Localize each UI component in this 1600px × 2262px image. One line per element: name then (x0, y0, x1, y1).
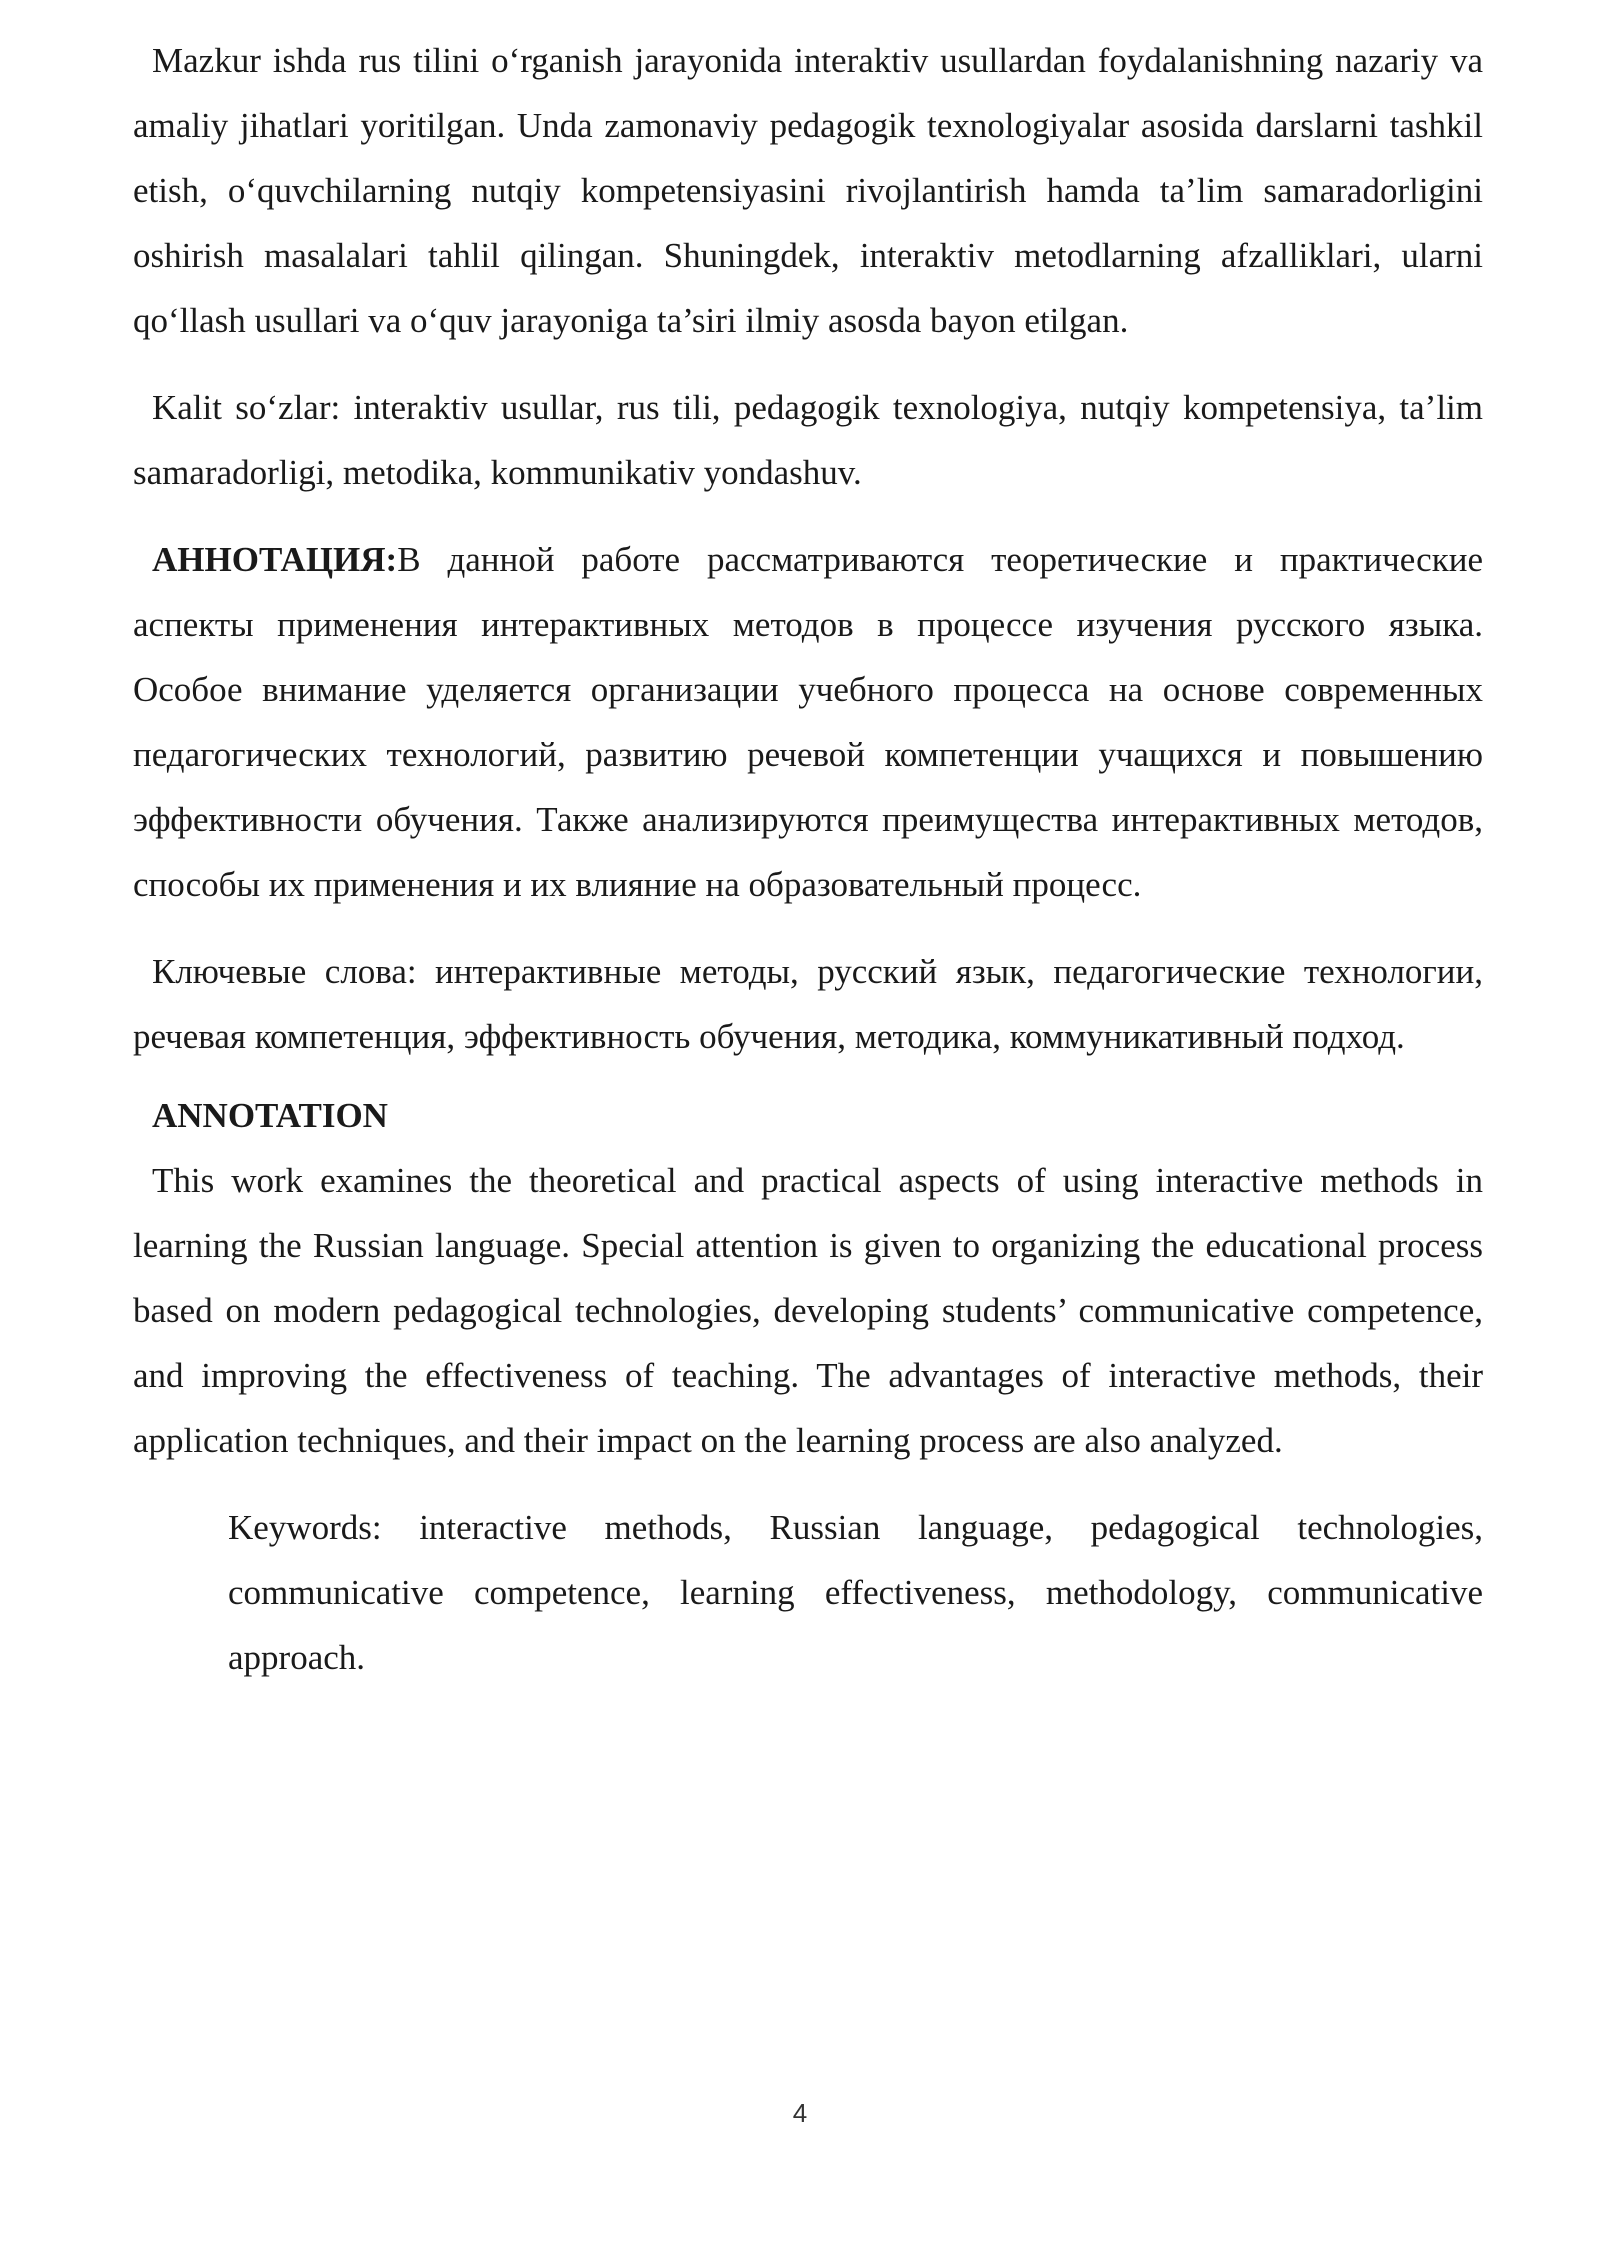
english-abstract: This work examines the theoretical and practical aspects of using interactive methods in learning the Russian language. Special attention is given to organizing the educational process based on modern pedagogical technologies, developing students’ communicative competence, and improving the effectiveness of teaching. The advantages of interactive methods, their application techniques, and their impact on the learning process are also analyzed. (133, 1161, 1483, 1460)
russian-keywords: Ключевые слова: интерактивные методы, русский язык, педагогические технологии, речевая компетенция, эффективность обучения, методика, коммуникативный подход. (133, 952, 1483, 1056)
russian-annotation-heading: АННОТАЦИЯ: (152, 540, 398, 579)
russian-abstract-paragraph (133, 527, 1483, 917)
uzbek-abstract: Mazkur ishda rus tilini o‘rganish jarayonida interaktiv usullardan foydalanishning nazariy va amaliy jihatlari yoritilgan. Unda zamonaviy pedagogik texnologiyalar asosida darslarni tashkil etish, o‘quvchilarning nutqiy kompetensiyasini rivojlantirish hamda ta’lim samaradorligini oshirish masalalari tahlil qilingan. Shuningdek, interaktiv metodlarning afzalliklari, ularni qo‘llash usullari va o‘quv jarayoniga ta’siri ilmiy asosda bayon etilgan. (133, 41, 1483, 340)
page-number: 4 (792, 2098, 808, 2128)
english-annotation-heading: ANNOTATION (152, 1096, 388, 1135)
document-page (133, 28, 1483, 1690)
uzbek-keywords: Kalit so‘zlar: interaktiv usullar, rus tili, pedagogik texnologiya, nutqiy kompetensiya, ta’lim samaradorligi, metodika, kommunikativ yondashuv. (133, 388, 1483, 492)
russian-abstract: В данной работе рассматриваются теоретические и практические аспекты применения интерактивных методов в процессе изучения русского языка. Особое внимание уделяется организации учебного процесса на основе современных педагогических технологий, развитию речевой компетенции учащихся и повышению эффективности обучения. Также анализируются преимущества интерактивных методов, способы их применения и их влияние на образовательный процесс. (133, 540, 1483, 904)
english-keywords: Keywords: interactive methods, Russian language, pedagogical technologies, communicative competence, learning effectiveness, methodology, communicative approach. (228, 1508, 1483, 1677)
